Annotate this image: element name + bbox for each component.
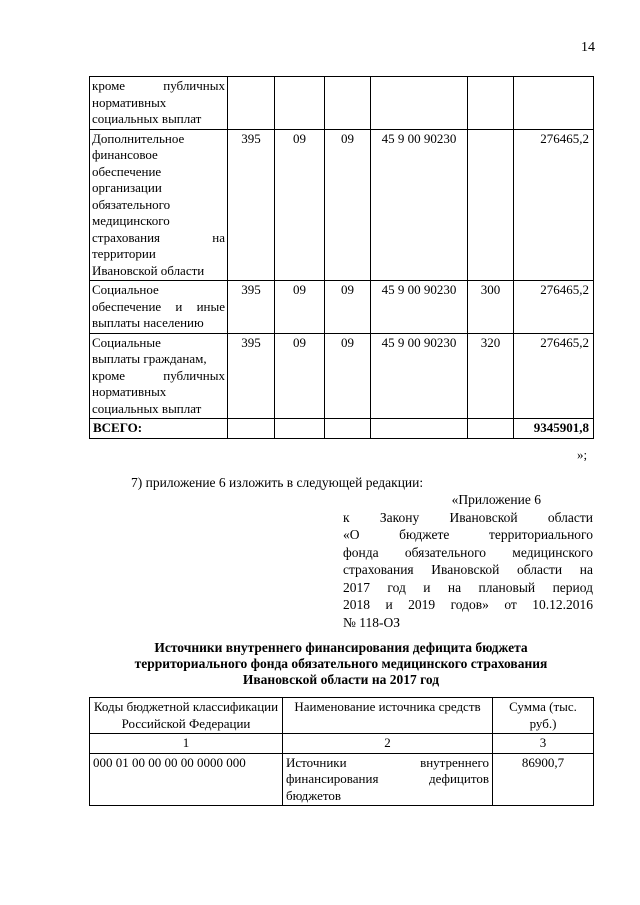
appendix-header <box>343 491 593 631</box>
expenditure-table <box>89 76 594 439</box>
name-line: Ивановской области <box>92 262 205 278</box>
row-name-cell <box>90 281 228 334</box>
section-title <box>89 640 593 688</box>
name-line: обязательного <box>92 196 171 212</box>
name-cell <box>283 753 493 806</box>
cell: 45 9 00 90230 <box>371 281 468 334</box>
cell <box>468 129 514 281</box>
header-cell: Коды бюджетной классификации Российской Федерации <box>90 698 283 734</box>
row-name-cell <box>90 77 228 130</box>
cell: 300 <box>468 281 514 334</box>
cell: 395 <box>228 281 275 334</box>
cell: 320 <box>468 333 514 419</box>
title-line: Ивановской области на 2017 год <box>242 672 440 687</box>
name-line: выплаты гражданам, <box>92 351 207 366</box>
cell: 276465,2 <box>514 129 594 281</box>
total-value: 9345901,8 <box>514 419 594 439</box>
amendment-item: 7) приложение 6 изложить в следующей редакции: <box>131 475 424 490</box>
appendix-line: фонда обязательного медицинского <box>343 544 593 560</box>
appendix-line: «О бюджете территориального <box>343 527 593 542</box>
code-cell: 000 01 00 00 00 00 0000 000 <box>90 753 283 806</box>
total-label: ВСЕГО: <box>90 419 228 439</box>
column-number: 2 <box>283 734 493 754</box>
header-cell: Сумма (тыс. руб.) <box>493 698 594 734</box>
cell <box>275 419 325 439</box>
name-line: бюджетов <box>286 787 342 803</box>
header-cell: Наименование источника средств <box>283 698 493 734</box>
cell: 09 <box>275 281 325 334</box>
cell: 395 <box>228 333 275 419</box>
name-line: организации <box>92 180 162 195</box>
header-row <box>90 698 594 734</box>
cell <box>228 77 275 130</box>
appendix-line: 2018 и 2019 годов» от 10.12.2016 <box>343 597 593 612</box>
row-name-cell <box>90 129 228 281</box>
sum-cell: 86900,7 <box>493 753 594 806</box>
row-name-cell <box>90 333 228 419</box>
cell <box>325 77 371 130</box>
table-row <box>90 129 594 281</box>
cell: 09 <box>275 129 325 281</box>
name-line: Социальное <box>92 282 159 297</box>
cell: 09 <box>325 333 371 419</box>
sources-table <box>89 697 594 806</box>
cell: 09 <box>275 333 325 419</box>
name-line: финансовое <box>92 147 158 162</box>
cell <box>371 419 468 439</box>
closing-quote: »; <box>577 447 588 462</box>
cell: 09 <box>325 129 371 281</box>
name-line: социальных выплат <box>92 400 202 416</box>
name-line: нормативных <box>92 384 167 399</box>
number-row <box>90 734 594 754</box>
cell: 395 <box>228 129 275 281</box>
cell <box>371 77 468 130</box>
name-line: территории <box>92 246 156 261</box>
cell: 45 9 00 90230 <box>371 333 468 419</box>
total-row <box>90 419 594 439</box>
name-line: Социальные <box>92 334 161 350</box>
name-line: страхования на <box>92 229 225 245</box>
column-number: 3 <box>493 734 594 754</box>
name-line: финансирования дефицитов <box>286 771 489 786</box>
name-line: обеспечение и иные <box>92 298 225 314</box>
appendix-line: к Закону Ивановской области <box>343 509 593 525</box>
table-row <box>90 281 594 334</box>
cell <box>275 77 325 130</box>
name-line: обеспечение <box>92 163 162 179</box>
cell <box>514 77 594 130</box>
name-line: нормативных <box>92 94 167 110</box>
appendix-line: 2017 год и на плановый период <box>343 579 593 595</box>
cell <box>468 419 514 439</box>
cell <box>228 419 275 439</box>
table-row <box>90 333 594 419</box>
column-number: 1 <box>90 734 283 754</box>
table-row <box>90 77 594 130</box>
name-line: медицинского <box>92 213 170 228</box>
appendix-title: «Приложение 6 <box>451 492 541 507</box>
appendix-line: № 118-ОЗ <box>343 614 401 630</box>
name-line: Источники внутреннего <box>286 754 489 770</box>
cell: 45 9 00 90230 <box>371 129 468 281</box>
name-line: социальных выплат <box>92 111 202 126</box>
name-line: кроме публичных <box>92 367 225 383</box>
name-line: выплаты населению <box>92 315 204 330</box>
cell <box>468 77 514 130</box>
name-line: кроме публичных <box>92 78 225 93</box>
appendix-line: страхования Ивановской области на <box>343 562 593 577</box>
name-line: Дополнительное <box>92 130 185 146</box>
title-line: Источники внутреннего финансирования дефицита бюджета <box>154 640 528 655</box>
title-line: территориального фонда обязательного медицинского страхования <box>134 656 548 671</box>
cell <box>325 419 371 439</box>
cell: 09 <box>325 281 371 334</box>
page-number: 14 <box>581 40 595 55</box>
cell: 276465,2 <box>514 281 594 334</box>
cell: 276465,2 <box>514 333 594 419</box>
table-row <box>90 753 594 806</box>
